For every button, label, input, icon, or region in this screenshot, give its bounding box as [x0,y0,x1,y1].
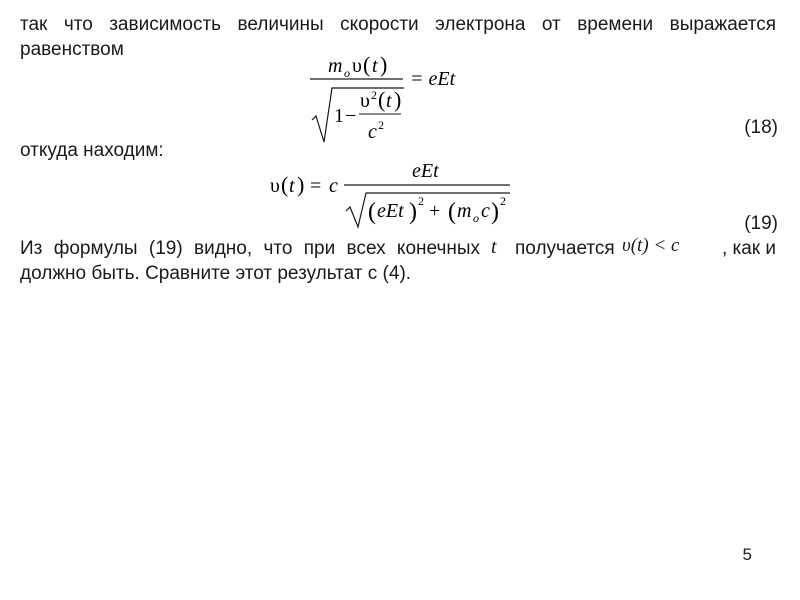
formula-19-den-sup1: 2 [418,194,424,208]
formula-19-lhs-paren-close: ) [297,172,305,197]
formula-19-den-paren-close2: ) [491,199,499,225]
formula-18-num-sub: o [344,66,350,80]
formula-19-den-m: m [457,200,472,222]
formula-18-den-v: υ [360,90,370,112]
formula-19-den-paren-open2: ( [448,199,456,225]
paragraph-conclusion-cont [20,261,776,286]
equation-number-19: (19) [744,213,778,234]
paragraph-intro-line2: равенством [20,39,124,60]
formula-19-den-sup2: 2 [500,194,506,208]
formula-18-den-c-sup: 2 [378,118,384,132]
formula-18-den-arg: t [386,90,392,112]
paragraph-conclusion-part3: , как и [721,238,776,259]
formula-18-den-paren-open: ( [378,87,386,112]
paragraph-conclusion-part2: получается [515,238,615,259]
formula-19-lhs-arg: t [289,175,295,197]
paragraph-conclusion-line2: должно быть. Сравните этот результат с (4). [20,263,412,284]
equation-number-18: (18) [744,117,778,138]
formula-19-den-sub: o [473,211,479,225]
paragraph-conclusion-part1: Из формулы (19) видно, что при всех конечных [20,238,480,259]
formula-18-den-paren-close: ) [394,87,402,112]
page-number: 5 [742,545,752,564]
formula-19-equals: = [310,175,322,197]
formula-18-num-m: m [328,55,343,77]
inline-math-inequality: υ(t) < c [622,235,680,256]
formula-18-rhs: = eEt [410,68,456,90]
formula-19-den-paren-open1: ( [368,199,376,225]
formula-18-num-paren-close: ) [380,52,388,77]
paragraph-intro [20,12,776,37]
formula-19-den-plus: + [429,200,441,222]
formula-19-lhs-paren-open: ( [281,172,289,197]
formula-18-den-c: c [368,121,377,143]
formula-19-den-eEt: eEt [377,200,404,222]
paragraph-intro-line1: так что зависимость величины скорости электрона от времени выражается [20,14,776,35]
formula-18-num-arg: t [372,55,378,77]
formula-19-factor-c: c [329,175,338,197]
formula-18-den-one: 1 [334,105,344,127]
formula-19-den-c: c [481,200,490,222]
inline-math-t: t [491,236,497,258]
formula-18-num-paren-open: ( [363,52,371,77]
formula-18-den-minus: − [345,105,357,127]
formula-18-num-v: υ [352,55,362,77]
formula-19-den-paren-close1: ) [409,199,417,225]
formula-18 [300,50,480,150]
formula-18-den-sup: 2 [371,88,377,102]
formula-19-lhs-v: υ [270,175,280,197]
formula-19 [268,155,518,235]
paragraph-find-line1: откуда находим: [20,140,164,161]
formula-19-numerator: eEt [412,160,439,182]
